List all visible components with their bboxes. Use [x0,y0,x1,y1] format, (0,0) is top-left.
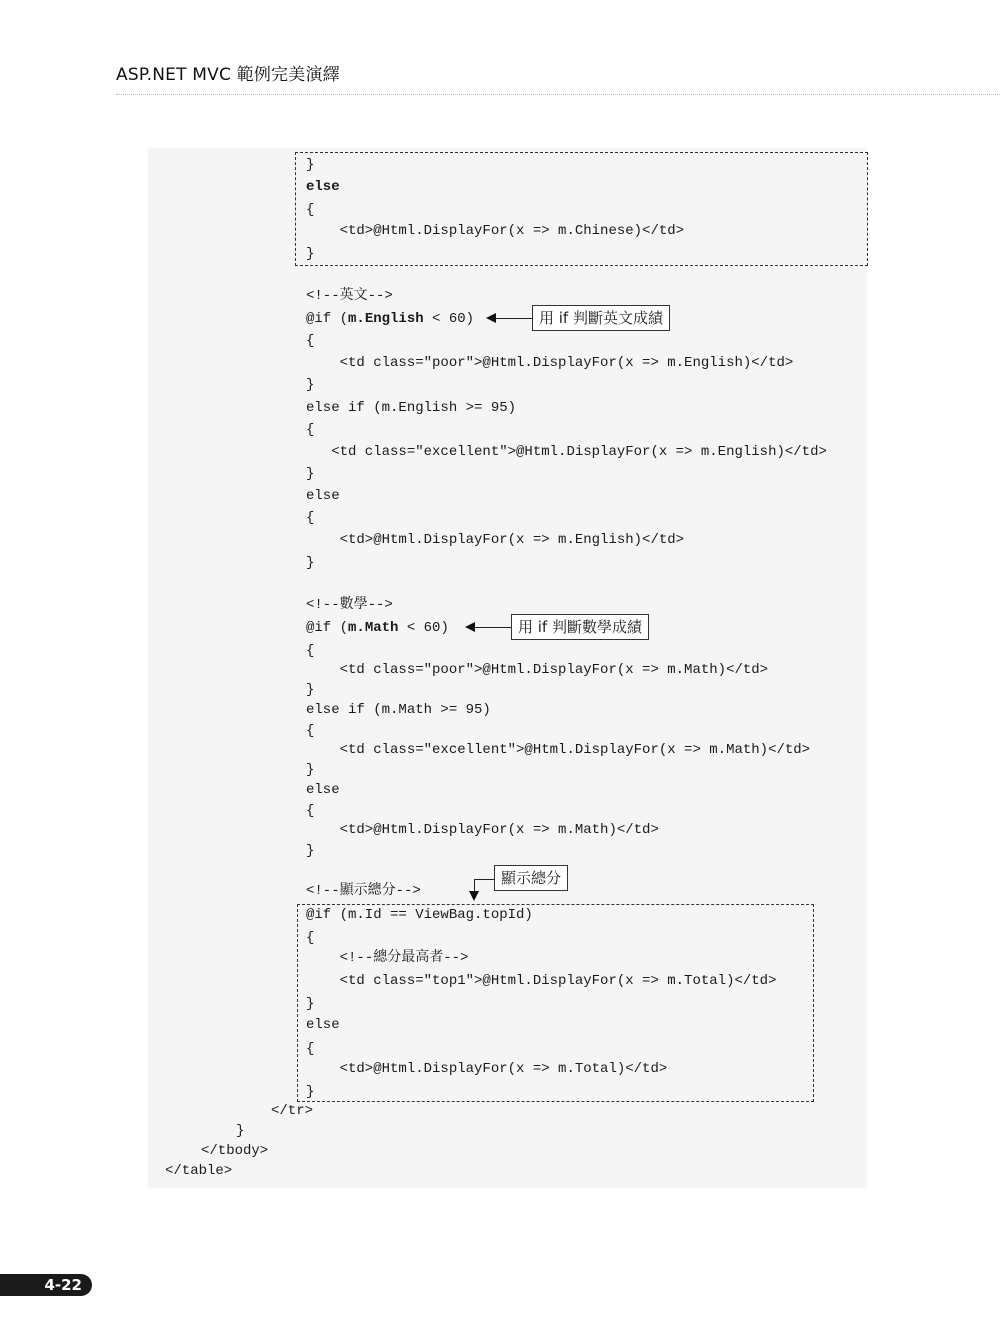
code-line: </tbody> [201,1143,269,1159]
arrow-left-icon [465,622,475,632]
code-line: @if (m.Id == ViewBag.topId) [306,907,533,923]
callout-math: 用 if 判斷數學成績 [511,614,649,640]
code-fragment: @if ( [306,311,349,327]
code-line: <td class="poor">@Html.DisplayFor(x => m.Math)</td> [306,662,769,678]
code-comment-english: <!--英文--> [306,288,393,304]
code-line: </table> [165,1163,233,1179]
code-line: { [306,1041,315,1057]
code-line: { [306,202,315,218]
code-comment-total: <!--顯示總分--> [306,883,421,899]
code-line: <td class="top1">@Html.DisplayFor(x => m.Total)</td> [306,973,777,989]
code-line: <td>@Html.DisplayFor(x => m.Chinese)</td> [306,223,685,239]
code-line: </tr> [271,1103,314,1119]
code-line: <td class="poor">@Html.DisplayFor(x => m.English)</td> [306,355,794,371]
code-line: } [306,1084,315,1100]
code-line: } [306,762,315,778]
code-line: else if (m.Math >= 95) [306,702,491,718]
code-line: } [306,843,315,859]
code-line: } [306,466,315,482]
code-line: } [306,682,315,698]
code-line: } [306,555,315,571]
code-line: <td>@Html.DisplayFor(x => m.Math)</td> [306,822,659,838]
code-fragment-bold: m.English [348,311,424,327]
callout-connector [496,318,532,319]
code-line: <td>@Html.DisplayFor(x => m.Total)</td> [306,1061,668,1077]
code-line: } [306,996,315,1012]
page-number-badge: 4-22 [0,1274,92,1296]
code-line: { [306,643,315,659]
header-divider [116,94,1000,95]
code-line-if-math [306,619,449,637]
code-line: <!--總分最高者--> [306,950,469,966]
code-fragment: < 60) [423,311,475,327]
code-fragment: < 60) [398,620,449,636]
callout-connector [474,879,494,880]
running-header-title: ASP.NET MVC 範例完美演繹 [116,65,340,85]
code-line: { [306,803,315,819]
code-line-if-english [306,310,474,328]
code-line: { [306,422,315,438]
code-fragment-bold: m.Math [348,620,399,636]
code-line: { [306,333,315,349]
code-line: else [306,488,340,504]
callout-connector [475,627,511,628]
callout-total: 顯示總分 [494,865,568,891]
code-line: { [306,723,315,739]
code-line: { [306,930,315,946]
highlight-box-chinese [295,152,868,266]
code-line: } [306,377,315,393]
code-line: else [306,1017,340,1033]
arrow-down-icon [469,891,479,901]
code-line: } [236,1123,245,1139]
code-line: } [306,157,315,173]
code-line: <td>@Html.DisplayFor(x => m.English)</td> [306,532,685,548]
code-line: } [306,246,315,262]
code-line: <td class="excellent">@Html.DisplayFor(x => m.Math)</td> [306,742,811,758]
code-comment-math: <!--數學--> [306,597,393,613]
code-line: else [306,782,340,798]
code-line: else if (m.English >= 95) [306,400,517,416]
callout-connector [474,879,475,891]
code-line: else [306,179,340,195]
arrow-left-icon [486,313,496,323]
code-line: { [306,510,315,526]
code-fragment: @if ( [306,620,349,636]
code-line: <td class="excellent">@Html.DisplayFor(x => m.English)</td> [306,444,827,460]
callout-english: 用 if 判斷英文成績 [532,305,670,331]
